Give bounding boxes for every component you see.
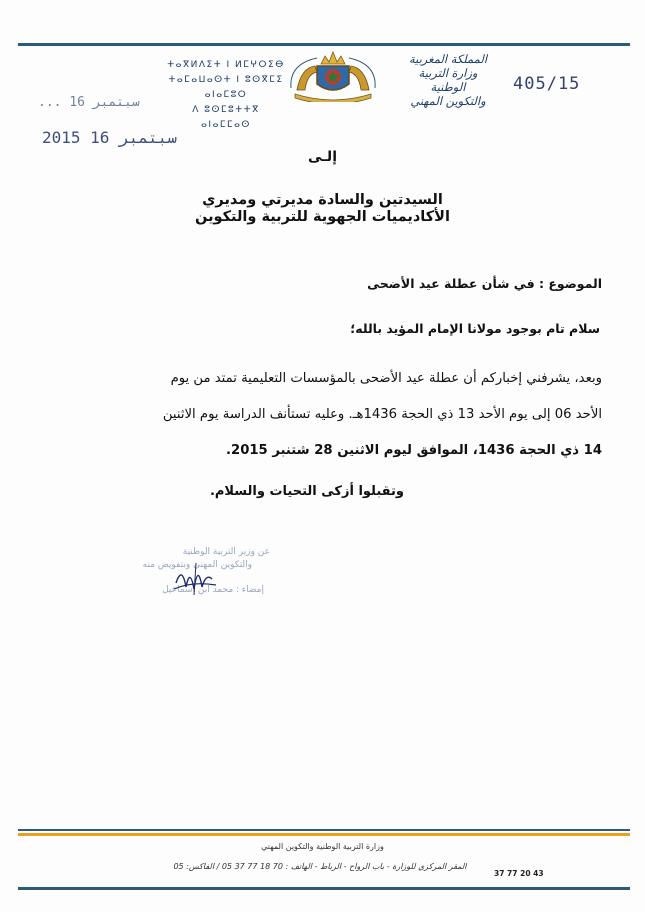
signature-line-3: إمضاء : محمد ابن اسماعيل <box>162 585 264 595</box>
arabic-header-line-1: المملكة المغربية <box>408 52 488 66</box>
footer-rule-blue <box>18 829 630 831</box>
footer-fax: 37 77 20 43 <box>494 869 544 878</box>
royal-coat-of-arms-icon <box>287 44 379 102</box>
addressee <box>0 192 645 226</box>
ministry-header-arabic <box>400 52 496 108</box>
addressee-prefix: إلـى <box>307 149 337 165</box>
handwritten-signature-icon <box>172 559 218 597</box>
body-line-1: وبعد، يشرفني إخباركم أن عطلة عيد الأضحى بالمؤسسات التعليمية تمتد من يوم <box>170 371 602 386</box>
reference-number: 405/15 <box>513 74 581 94</box>
footer-address: المقر المركزي للوزارة - باب الرواح - الرباط - الهاتف : 70 18 77 37 05 / الفاكس: 05 <box>173 862 467 871</box>
signature-block <box>110 545 270 605</box>
subject-line: الموضوع : في شأن عطلة عيد الأضحى <box>367 276 602 291</box>
body-line-2: الأحد 06 إلى يوم الأحد 13 ذي الحجة 1436هـ. وعليه تستأنف الدراسة يوم الاثنين <box>162 407 602 422</box>
tifinagh-line-1: ⵜⴰⴳⵍⴷⵉⵜ ⵏ ⵍⵎⵖⵔⵉⴱ <box>167 60 285 70</box>
greeting: سلام تام بوجود مولانا الإمام المؤيد بالله؛ <box>350 321 600 336</box>
footer-ministry: وزارة التربية الوطنية والتكوين المهني <box>261 842 384 851</box>
addressee-line-1: السيدتين والسادة مديرتي ومديري <box>202 192 443 208</box>
tifinagh-line-2: ⵜⴰⵎⴰⵡⴰⵙⵜ ⵏ ⵓⵙⴳⵎⵉ ⴰⵏⴰⵎⵓⵔ <box>168 75 284 100</box>
date-stamp: 2015 سبتمبر 16 <box>42 128 177 147</box>
signature-line-1: عن وزير التربية الوطنية <box>182 547 270 557</box>
arabic-header-line-3: والتكوين المهني <box>410 94 486 108</box>
body-paragraph <box>57 361 602 469</box>
body-line-3: 14 ذي الحجة 1436، الموافق ليوم الاثنين 28 شتنبر 2015. <box>226 443 602 458</box>
closing-salutation: وتقبلوا أزكى التحيات والسلام. <box>209 484 404 499</box>
tifinagh-line-3: ⴷ ⵓⵙⵎⵓⵜⵜⴳ ⴰⵏⴰⵎⵎⴰⵙ <box>192 105 260 130</box>
arabic-header-line-2: وزارة التربية الوطنية <box>418 66 478 94</box>
tifinagh-header <box>166 58 286 133</box>
footer-rule-bottom <box>18 887 630 890</box>
signature-line-2: والتكوين المهني وبتفويض منه <box>142 560 252 570</box>
footer-rule-orange <box>18 833 630 836</box>
date-stamp-faint: ... سبتمبر 16 <box>38 95 140 110</box>
addressee-line-2: الأكاديميات الجهوية للتربية والتكوين <box>195 209 450 225</box>
